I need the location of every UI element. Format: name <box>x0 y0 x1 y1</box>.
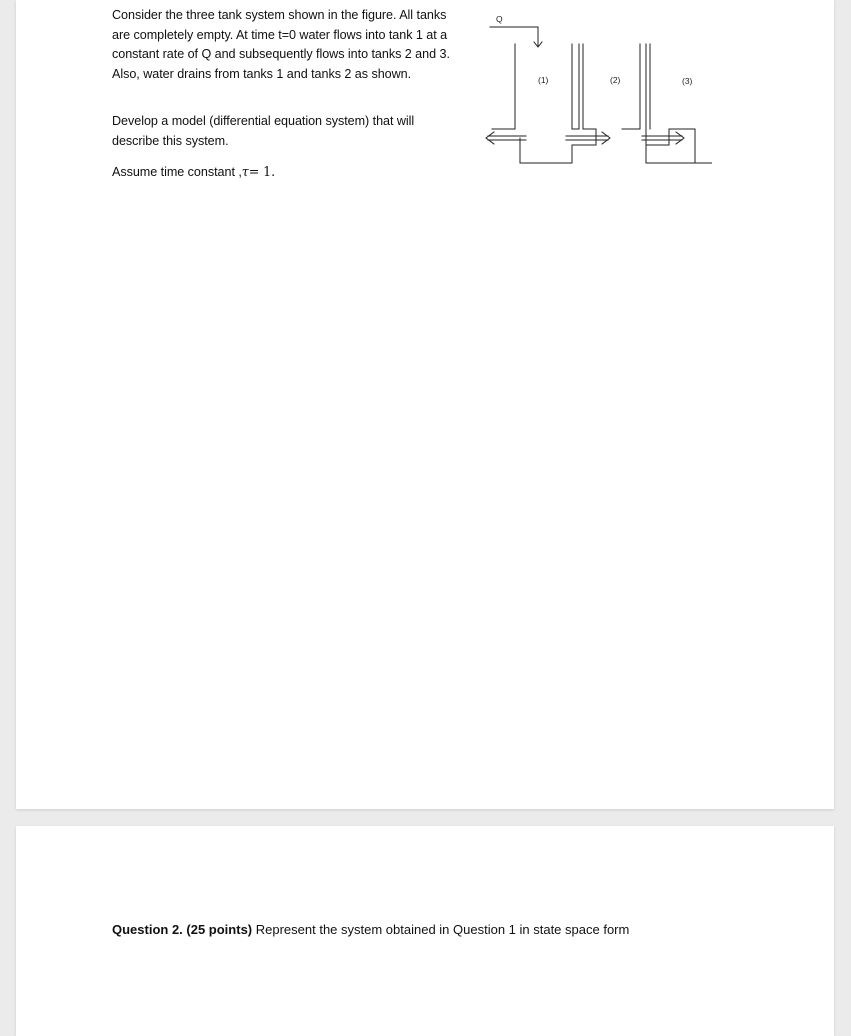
pipe-1-2 <box>520 129 596 163</box>
tank1-label: (1) <box>538 75 549 85</box>
flow3-arrowhead <box>676 132 684 144</box>
drain2-arrowhead <box>602 132 610 144</box>
assumption-label: Assume time constant , <box>112 165 242 179</box>
tau-symbol: τ <box>241 164 249 179</box>
tank3-walls <box>646 129 695 163</box>
inflow-pipe <box>490 27 538 46</box>
three-tank-diagram <box>462 8 712 168</box>
page-1 <box>16 0 834 809</box>
pipe-2-3 <box>646 129 669 145</box>
problem-description: Consider the three tank system shown in the figure. All tanks are completely empty. At time t=0 water flows into tank 1 at a constant rate of Q and subsequently flows into tanks 2 and 3. Also, water drains from tanks 1 and tanks 2 as shown. <box>112 8 450 81</box>
drain1-arrowhead <box>486 132 494 144</box>
question-2-heading: Question 2. (25 points) <box>112 922 253 937</box>
question-2-text: Represent the system obtained in Question 1 in state space form <box>252 922 630 937</box>
inflow-label: Q <box>496 14 503 24</box>
assumption-equation: = 1. <box>248 164 276 179</box>
problem-task: Develop a model (differential equation system) that will describe this system. <box>112 114 415 148</box>
page-2 <box>16 826 834 1036</box>
tank3-label: (3) <box>682 76 693 86</box>
question-2 <box>112 922 629 937</box>
tank2-label: (2) <box>610 75 621 85</box>
problem-assumption <box>112 162 457 183</box>
